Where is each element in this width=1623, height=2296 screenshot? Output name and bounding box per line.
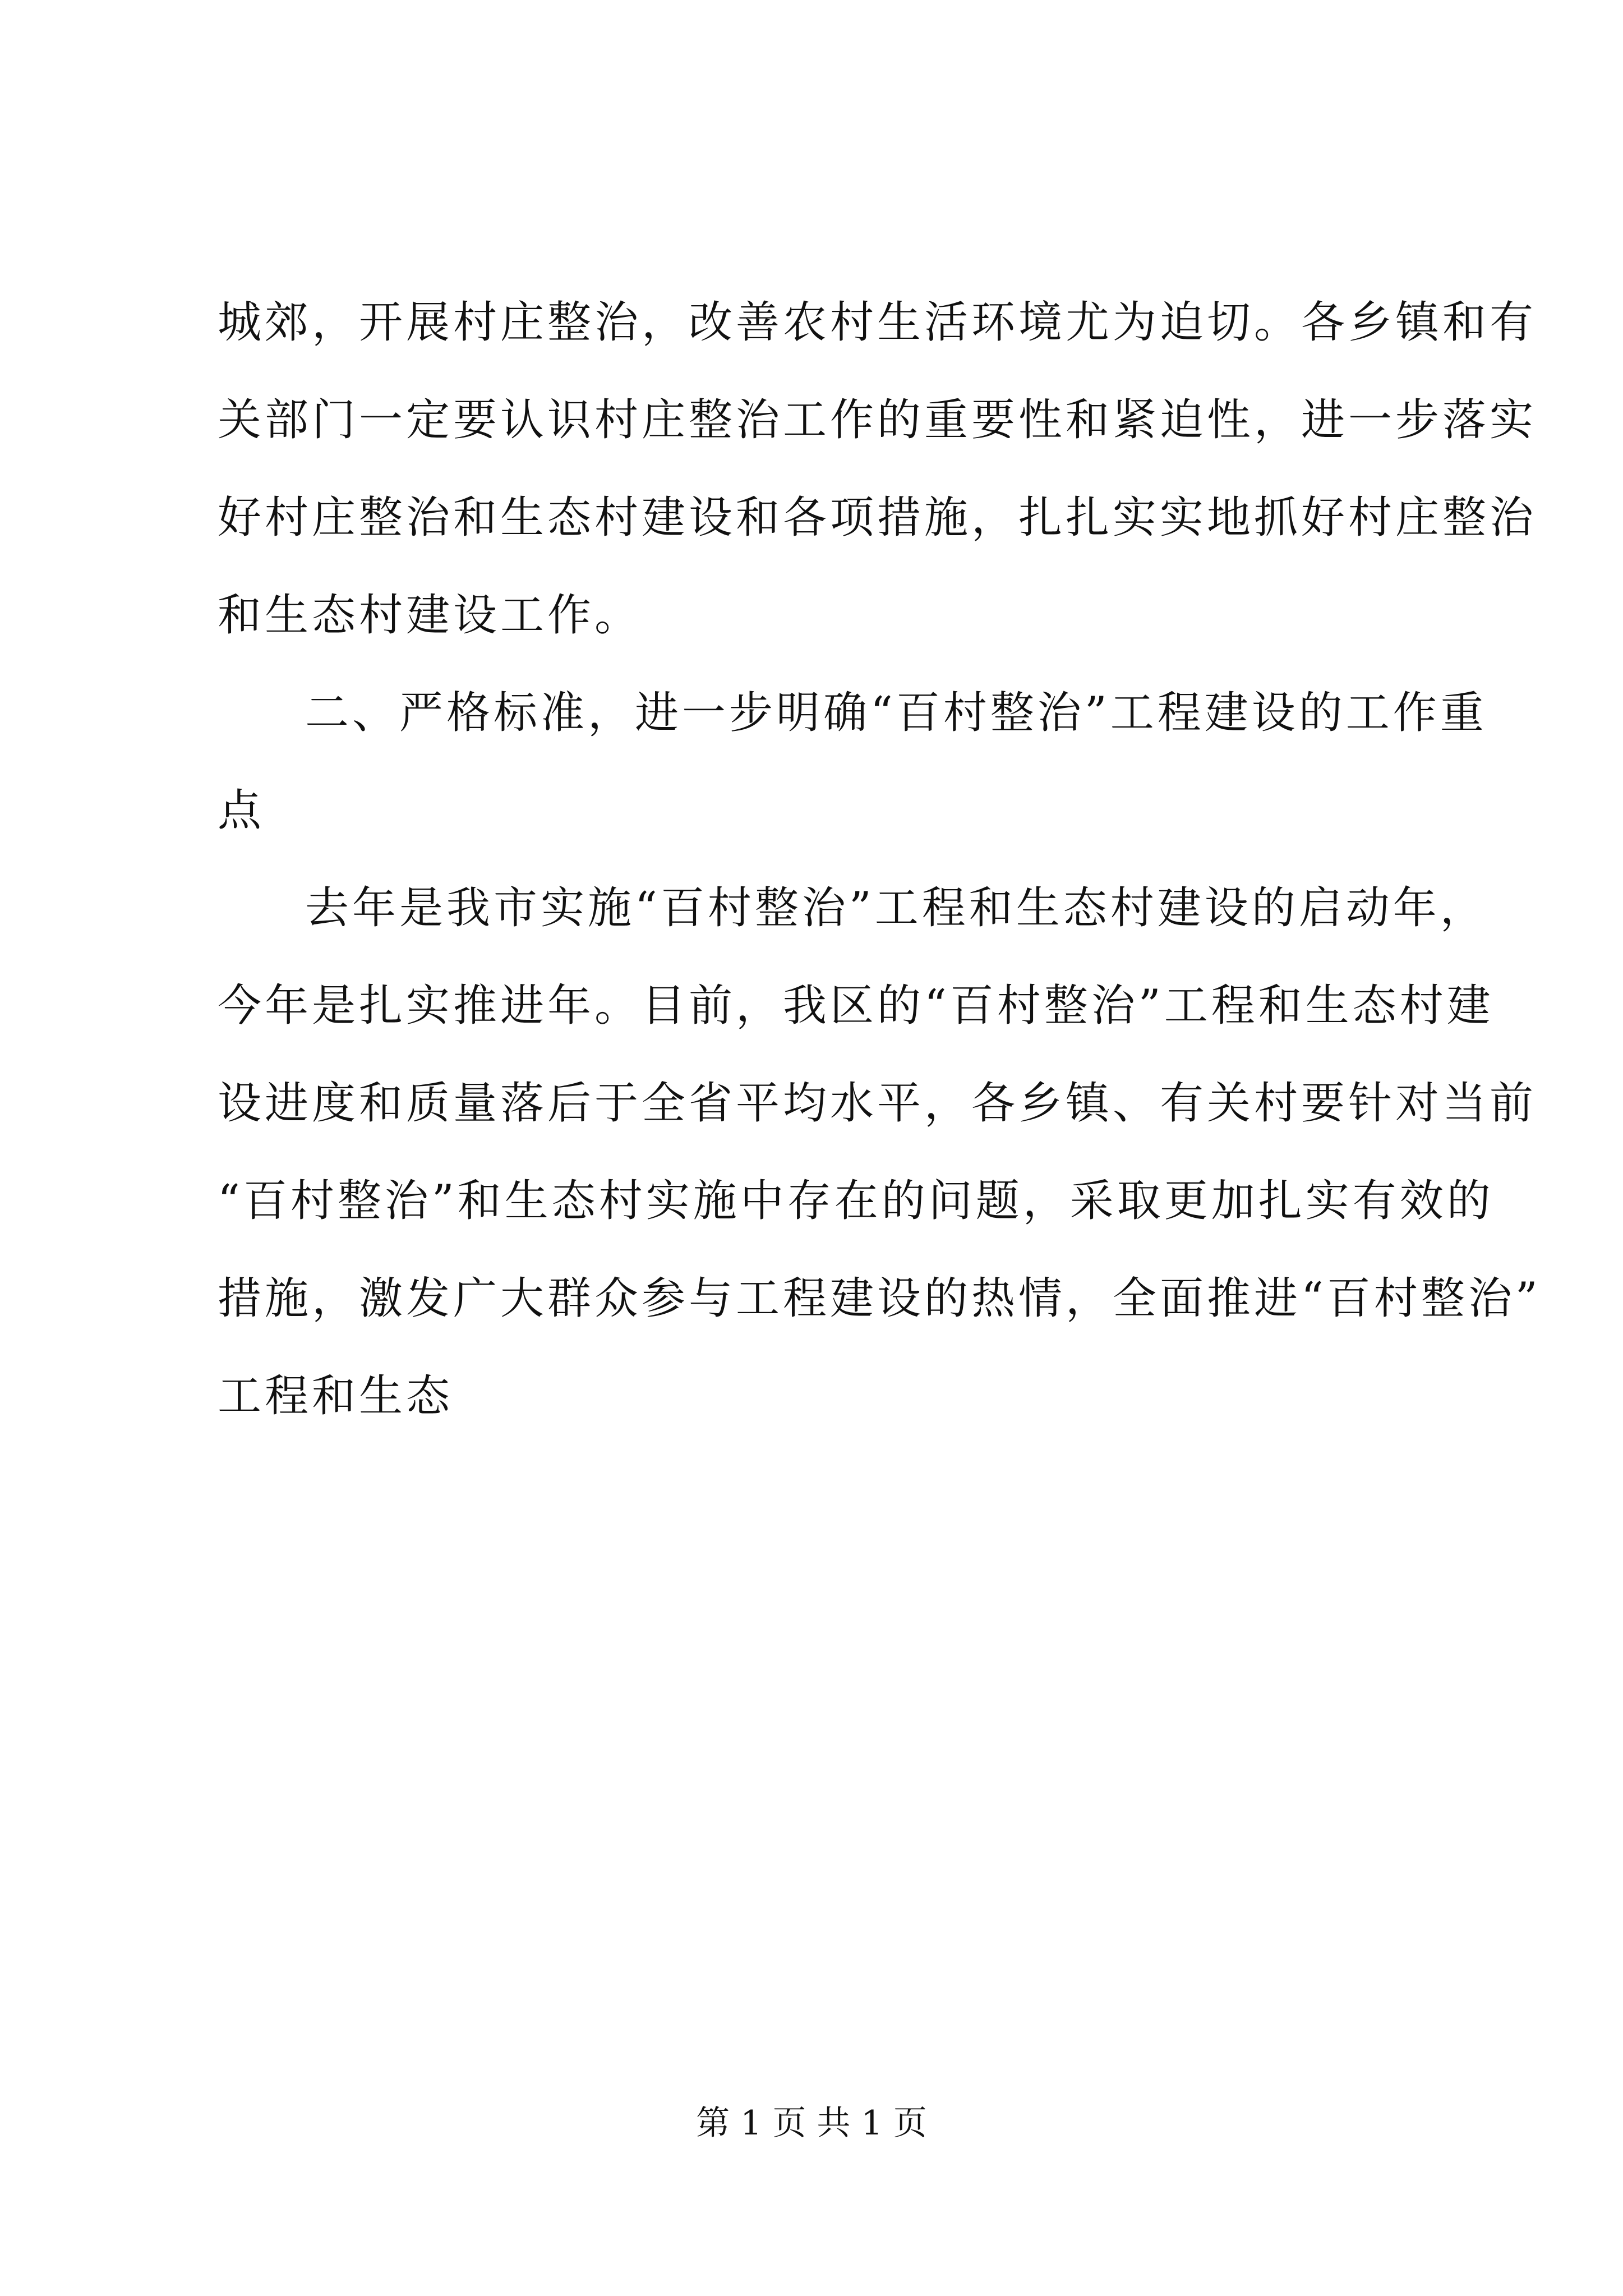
page-number-footer: 第 1 页 共 1 页 xyxy=(696,2104,927,2143)
paragraph-line: 设进度和质量落后于全省平均水平，各乡镇、有关村要针对当前 xyxy=(218,1078,1537,1129)
paragraph-line: 关部门一定要认识村庄整治工作的重要性和紧迫性，进一步落实 xyxy=(218,395,1537,445)
paragraph-line: 好村庄整治和生态村建设和各项措施，扎扎实实地抓好村庄整治 xyxy=(218,493,1537,543)
paragraph-line: “百村整治”和生态村实施中存在的问题，采取更加扎实有效的 xyxy=(218,1176,1494,1226)
paragraph-line: 去年是我市实施“百村整治”工程和生态村建设的启动年， xyxy=(305,883,1487,933)
paragraph-line: 工程和生态 xyxy=(218,1371,454,1421)
paragraph-line: 措施，激发广大群众参与工程建设的热情，全面推进“百村整治” xyxy=(218,1273,1541,1324)
paragraph-line: 城郊，开展村庄整治，改善农村生活环境尤为迫切。各乡镇和有 xyxy=(218,297,1537,348)
section-heading-line: 二、严格标准，进一步明确“百村整治”工程建设的工作重 xyxy=(305,688,1487,738)
paragraph-line: 今年是扎实推进年。目前，我区的“百村整治”工程和生态村建 xyxy=(218,981,1494,1031)
document-body xyxy=(218,292,1541,1463)
paragraph-line: 和生态村建设工作。 xyxy=(218,590,642,641)
section-heading-line: 点 xyxy=(218,785,265,836)
